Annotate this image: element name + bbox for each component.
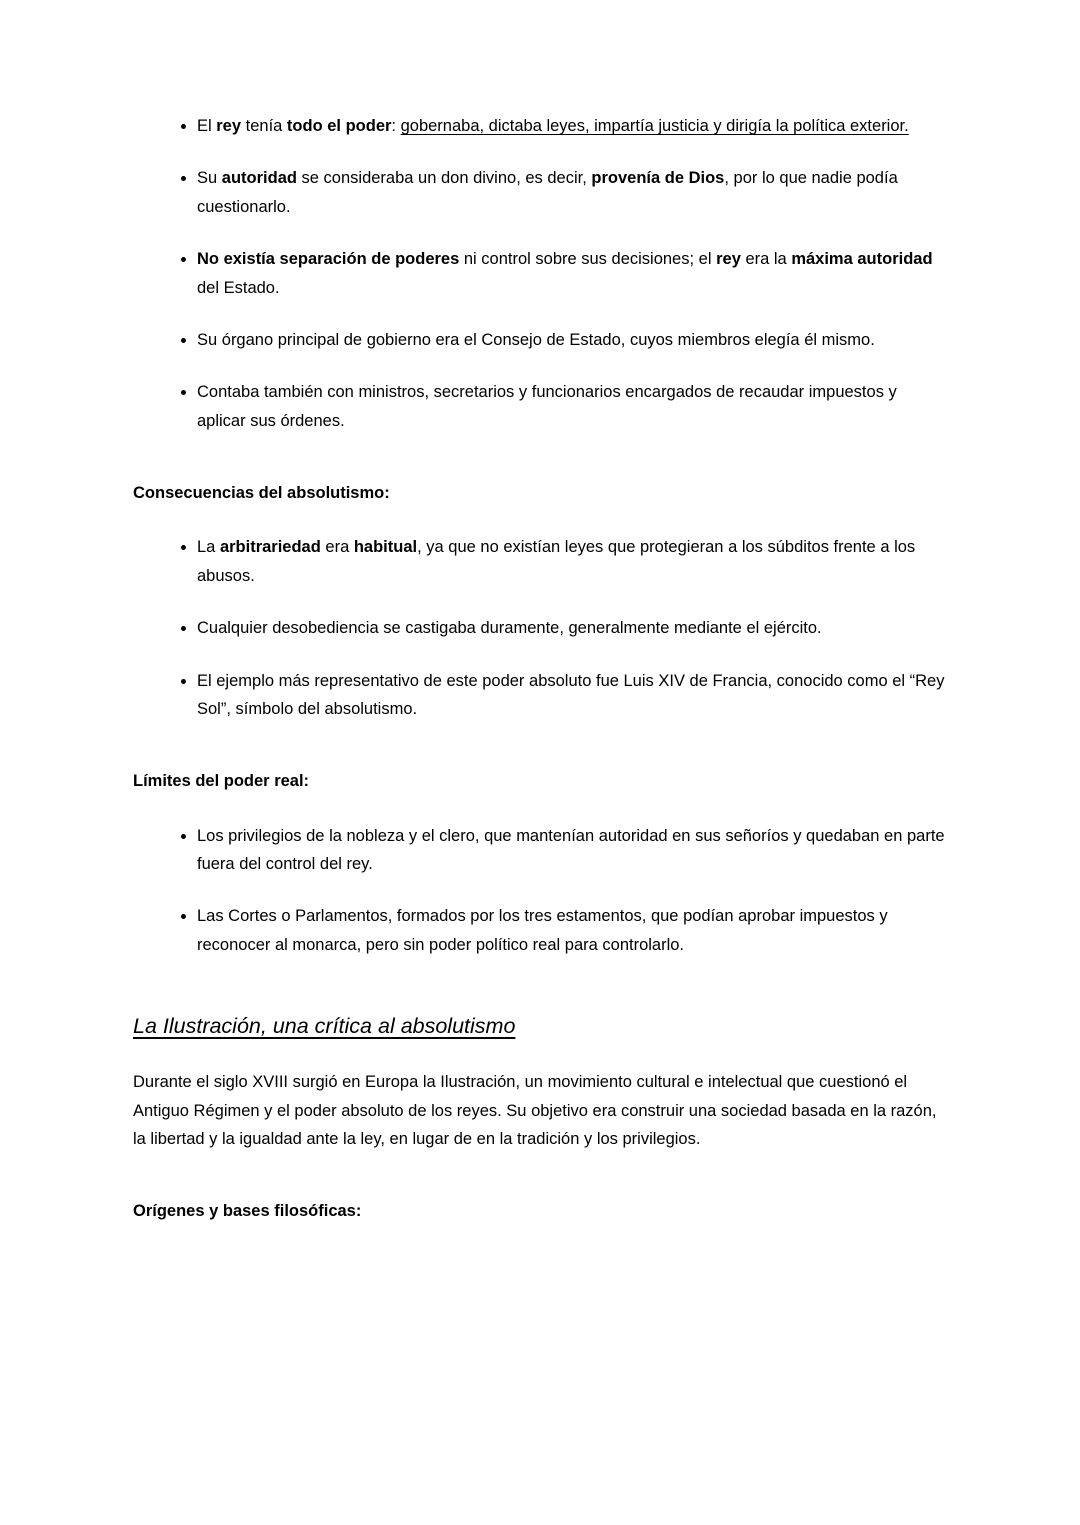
text-segment: El bbox=[197, 117, 217, 135]
text-segment: La bbox=[197, 538, 220, 557]
text-segment: era bbox=[320, 538, 354, 557]
text-segment: rey bbox=[716, 250, 741, 269]
text-segment: habitual bbox=[353, 538, 418, 557]
text-segment: todo el poder bbox=[286, 117, 392, 135]
text-segment: , ya que no existían leyes que protegieran a los súbditos frente a los abusos. bbox=[197, 538, 916, 585]
text-segment: Cualquier desobediencia se castigaba duramente, generalmente mediante el ejército. bbox=[197, 619, 822, 638]
section-heading: Consecuencias del absolutismo: bbox=[133, 484, 390, 502]
text-segment: Su bbox=[197, 169, 222, 188]
list-item bbox=[197, 112, 947, 140]
text-segment: Las Cortes o Parlamentos, formados por los tres estamentos, que podían aprobar impuestos y reconocer al monarca, pero sin poder político real para controlarlo. bbox=[197, 907, 888, 954]
text-segment: se consideraba un don divino, es decir, bbox=[296, 169, 592, 188]
list-item bbox=[197, 667, 947, 724]
list-item bbox=[197, 164, 947, 221]
text-segment: Contaba también con ministros, secretarios y funcionarios encargados de recaudar impuestos y aplicar sus órdenes. bbox=[197, 383, 897, 430]
text-segment: Su órgano principal de gobierno era el Consejo de Estado, cuyos miembros elegía él mismo. bbox=[197, 330, 875, 349]
text-segment: del Estado. bbox=[197, 278, 280, 297]
text-segment: ni control sobre sus decisiones; el bbox=[459, 250, 717, 269]
list-item bbox=[197, 378, 947, 435]
text-segment: arbitrariedad bbox=[219, 538, 321, 557]
text-segment: provenía de Dios bbox=[591, 169, 725, 188]
section-heading: Orígenes y bases filosóficas: bbox=[133, 1202, 362, 1221]
list-item bbox=[197, 822, 947, 879]
bullet-list bbox=[133, 822, 947, 960]
text-segment: máxima autoridad bbox=[791, 250, 933, 269]
text-segment: : bbox=[391, 117, 401, 135]
bullet-list bbox=[133, 112, 947, 435]
text-segment: Los privilegios de la nobleza y el clero, que mantenían autoridad en sus señoríos y quedaban en parte fuera del control del rey. bbox=[197, 826, 945, 873]
document-body bbox=[133, 112, 947, 1226]
paragraph bbox=[133, 1068, 947, 1153]
text-segment: Durante el siglo XVIII surgió en Europa la Ilustración, un movimiento cultural e intelectual que cuestionó el Antiguo Régimen y el poder absoluto de los reyes. Su objetivo era construir una sociedad basada en la razón, la libertad y la igualdad ante la ley, en lugar de en la tradición y los privilegios. bbox=[133, 1073, 937, 1149]
section-heading: Límites del poder real: bbox=[133, 772, 310, 791]
text-segment: autoridad bbox=[221, 169, 297, 188]
text-segment: tenía bbox=[241, 117, 287, 135]
list-item bbox=[197, 533, 947, 590]
list-item bbox=[197, 902, 947, 959]
list-item bbox=[197, 614, 947, 642]
bullet-list bbox=[133, 533, 947, 723]
text-segment: rey bbox=[216, 117, 242, 135]
text-segment: No existía separación de poderes bbox=[197, 250, 460, 269]
text-segment: era la bbox=[740, 250, 792, 269]
text-segment: , por lo que nadie podía cuestionarlo. bbox=[197, 169, 898, 216]
text-segment: El ejemplo más representativo de este poder absoluto fue Luis XIV de Francia, conocido como el “Rey Sol”, símbolo del absolutismo. bbox=[197, 671, 945, 718]
list-item bbox=[197, 326, 947, 354]
text-segment: gobernaba, dictaba leyes, impartía justicia y dirigía la política exterior. bbox=[400, 117, 909, 135]
document-title: La Ilustración, una crítica al absolutismo bbox=[133, 1014, 516, 1039]
list-item bbox=[197, 245, 947, 302]
